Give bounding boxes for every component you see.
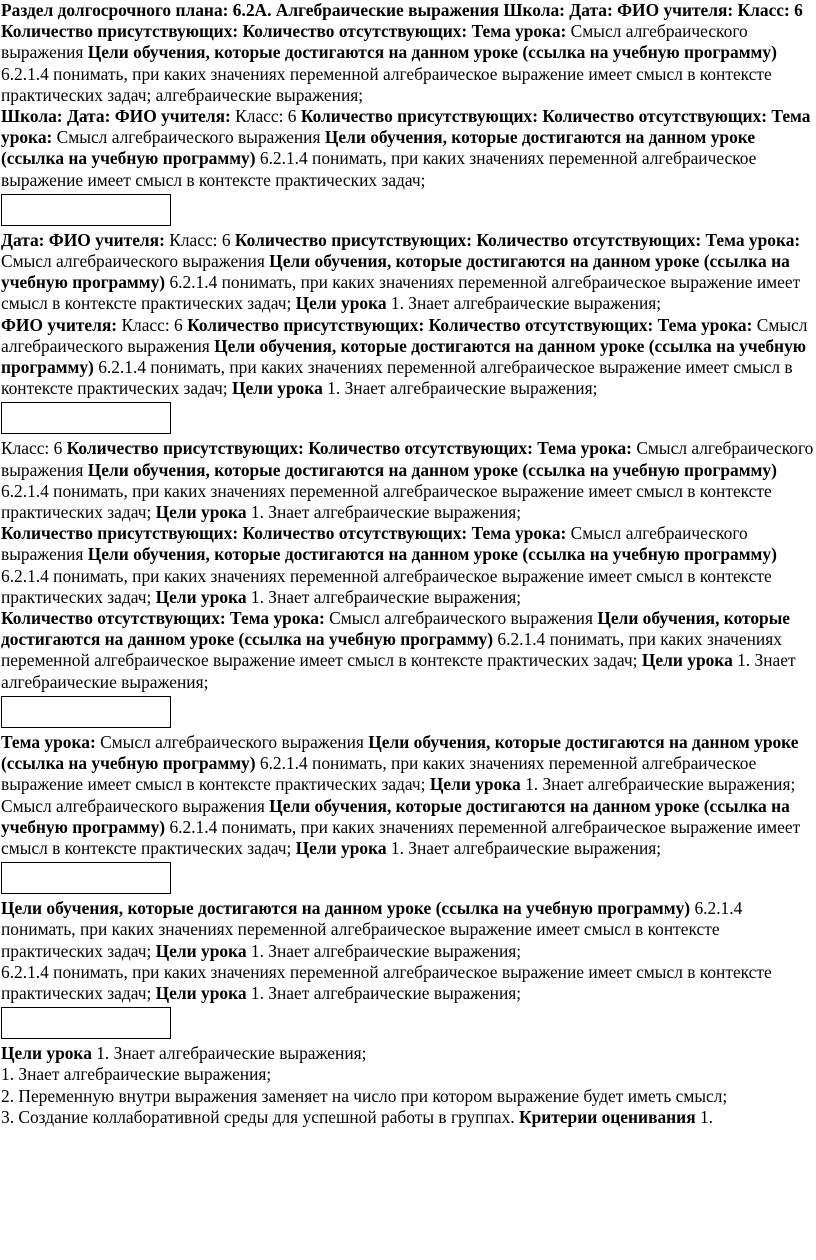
text: Класс: 6 xyxy=(121,314,183,335)
text: Смысл алгебраического выражения xyxy=(1,523,748,565)
bold-text: Цели обучения, которые достигаются на данном уроке (ссылка на учебную программу) xyxy=(87,544,777,565)
text: 6.2.1.4 понимать, при каких значениях переменной алгебраическое выражение имеет смысл в контексте практических задач; xyxy=(1,898,743,961)
block-10 xyxy=(1,898,814,962)
text: Смысл алгебраического выражения xyxy=(1,438,814,480)
text: 1. Знает алгебраические выражения; xyxy=(246,502,522,523)
bold-text: Цели урока xyxy=(155,982,247,1003)
bold-text: Количество присутствующих: Количество отсутствующих: xyxy=(182,314,658,335)
bold-text: Цели обучения, которые достигаются на данном уроке (ссылка на учебную программу) xyxy=(1,127,756,169)
bold-text: Критерии оценивания xyxy=(518,1106,696,1127)
bold-text: Тема урока: xyxy=(657,314,753,335)
bold-text: Цели обучения, которые достигаются на данном уроке (ссылка на учебную программу) xyxy=(1,335,807,378)
block-2 xyxy=(1,106,814,191)
bold-text: Цели обучения, которые достигаются на данном уроке (ссылка на учебную программу) xyxy=(87,42,777,63)
empty-text-box xyxy=(1,1007,171,1039)
text: 1. Знает алгебраические выражения; xyxy=(1,1064,272,1085)
text: 1. Знает алгебраические выражения; xyxy=(520,774,796,795)
bold-text: Тема урока: xyxy=(1,106,811,148)
text: 1. Знает алгебраические выражения; xyxy=(91,1043,367,1064)
bold-text: Количество отсутствующих: xyxy=(1,608,231,629)
text: 6.2.1.4 понимать, при каких значениях переменной алгебраическое выражение имеет смысл в контексте практических задач; xyxy=(1,357,793,399)
text: 6.2.1.4 понимать, при каких значениях переменной алгебраическое выражение имеет смысл в контексте практических задач; алгебраические выражения; xyxy=(1,63,772,105)
list-item-2 xyxy=(1,1086,814,1107)
text: Смысл алгебраического выражения xyxy=(52,127,325,148)
block-11 xyxy=(1,962,814,1004)
bold-text: Тема урока: xyxy=(230,608,325,629)
bold-text: Цели обучения, которые достигаются на данном уроке (ссылка на учебную программу) xyxy=(1,251,790,293)
bold-text: Цели урока xyxy=(295,837,387,858)
text: Смысл алгебраического выражения xyxy=(1,251,270,272)
bold-text: Тема урока: xyxy=(1,731,96,752)
bold-text: Цели урока xyxy=(1,1043,92,1064)
text: Смысл алгебраического выражения xyxy=(1,314,808,356)
bold-text: Цели урока xyxy=(155,586,247,607)
bold-text: Цели обучения, которые достигаются на данном уроке (ссылка на учебную программу) xyxy=(1,795,790,837)
empty-text-box xyxy=(1,402,171,434)
text: 6.2.1.4 понимать, при каких значениях переменной алгебраическое выражение имеет смысл в контексте практических задач; xyxy=(1,816,801,858)
empty-text-box xyxy=(1,696,171,728)
bold-text: Цели урока xyxy=(641,650,733,671)
bold-text: Тема урока: xyxy=(537,438,632,459)
text: 2. Переменную внутри выражения заменяет на число при котором выражение будет иметь смысл; xyxy=(1,1085,728,1106)
block-12 xyxy=(1,1043,814,1064)
text: 1. Знает алгебраические выражения; xyxy=(246,586,522,607)
text: Класс: 6 xyxy=(169,229,231,250)
text: 1. Знает алгебраические выражения; xyxy=(246,940,522,961)
bold-text: Количество присутствующих: Количество отсутствующих: xyxy=(230,229,706,250)
text: 6.2.1.4 понимать, при каких значениях переменной алгебраическое выражение имеет смысл в контексте практических задач; xyxy=(1,480,772,523)
bold-text: Тема урока: xyxy=(471,523,567,544)
list-item-3 xyxy=(1,1107,814,1128)
text: 6.2.1.4 понимать, при каких значениях переменной алгебраическое выражение имеет смысл в контексте практических задач; xyxy=(1,565,772,607)
block-6 xyxy=(1,523,814,608)
bold-text: Цели обучения, которые достигаются на данном уроке (ссылка на учебную программу) xyxy=(1,731,799,774)
bold-text: Количество присутствующих: Количество отсутствующих: xyxy=(296,106,772,127)
bold-text: ФИО учителя: xyxy=(1,314,122,335)
bold-text: Цели обучения, которые достигаются на данном уроке (ссылка на учебную программу) xyxy=(1,608,791,650)
empty-text-box xyxy=(1,862,171,894)
text: 6.2.1.4 понимать, при каких значениях переменной алгебраическое выражение имеет смысл в контексте практических задач; xyxy=(1,272,801,314)
text: Смысл алгебраического выражения xyxy=(324,608,598,629)
text: 1. Знает алгебраические выражения; xyxy=(322,378,598,399)
bold-text: Цели урока xyxy=(231,378,323,399)
bold-text: Цели урока xyxy=(295,293,387,314)
empty-text-box xyxy=(1,194,171,226)
bold-text: Цели обучения, которые достигаются на данном уроке (ссылка на учебную программу) xyxy=(1,898,691,919)
text: 1. Знает алгебраические выражения; xyxy=(386,293,662,314)
bold-text: Количество присутствующих: Количество отсутствующих: xyxy=(1,523,472,544)
block-5 xyxy=(1,438,814,523)
text: 6.2.1.4 понимать, при каких значениях переменной алгебраическое выражение имеет смысл в контексте практических задач; xyxy=(1,629,782,671)
text: 1. xyxy=(695,1106,713,1127)
text: Класс: 6 xyxy=(235,106,297,127)
bold-text: Цели урока xyxy=(429,774,521,795)
text: 1. Знает алгебраические выражения; xyxy=(386,837,662,858)
document-body xyxy=(1,0,814,1128)
bold-text: Тема урока: xyxy=(705,229,801,250)
block-1 xyxy=(1,0,814,106)
text: 6.2.1.4 понимать, при каких значениях переменной алгебраическое выражение имеет смысл в контексте практических задач; xyxy=(1,148,757,190)
bold-text: Дата: ФИО учителя: xyxy=(1,229,170,250)
bold-text: Цели обучения, которые достигаются на данном уроке (ссылка на учебную программу) xyxy=(87,459,777,480)
text: 1. Знает алгебраические выражения; xyxy=(246,982,522,1003)
bold-text: Цели урока xyxy=(155,502,247,523)
bold-text: Раздел долгосрочного плана: 6.2А. Алгебраические выражения Школа: Дата: ФИО учителя: Класс: 6 Количество присутствующих: Количество отсутствующих: Тема урока: xyxy=(1,0,803,42)
list-item-1 xyxy=(1,1064,814,1085)
text: 3. Создание коллаборативной среды для успешной работы в группах. xyxy=(1,1106,519,1127)
block-9 xyxy=(1,796,814,860)
text: 6.2.1.4 понимать, при каких значениях переменной алгебраическое выражение имеет смысл в контексте практических задач; xyxy=(1,961,772,1003)
block-7 xyxy=(1,608,814,693)
text: 1. Знает алгебраические выражения; xyxy=(1,650,796,692)
bold-text: Количество присутствующих: Количество отсутствующих: xyxy=(62,438,538,459)
block-4 xyxy=(1,315,814,400)
bold-text: Школа: Дата: ФИО учителя: xyxy=(1,106,236,127)
text: Смысл алгебраического выражения xyxy=(95,731,369,752)
text: Класс: 6 xyxy=(1,438,63,459)
text: Смысл алгебраического выражения xyxy=(1,21,748,63)
text: Смысл алгебраического выражения xyxy=(1,795,270,816)
block-3 xyxy=(1,230,814,315)
block-8 xyxy=(1,732,814,796)
bold-text: Цели урока xyxy=(155,940,247,961)
text: 6.2.1.4 понимать, при каких значениях переменной алгебраическое выражение имеет смысл в контексте практических задач; xyxy=(1,753,757,795)
